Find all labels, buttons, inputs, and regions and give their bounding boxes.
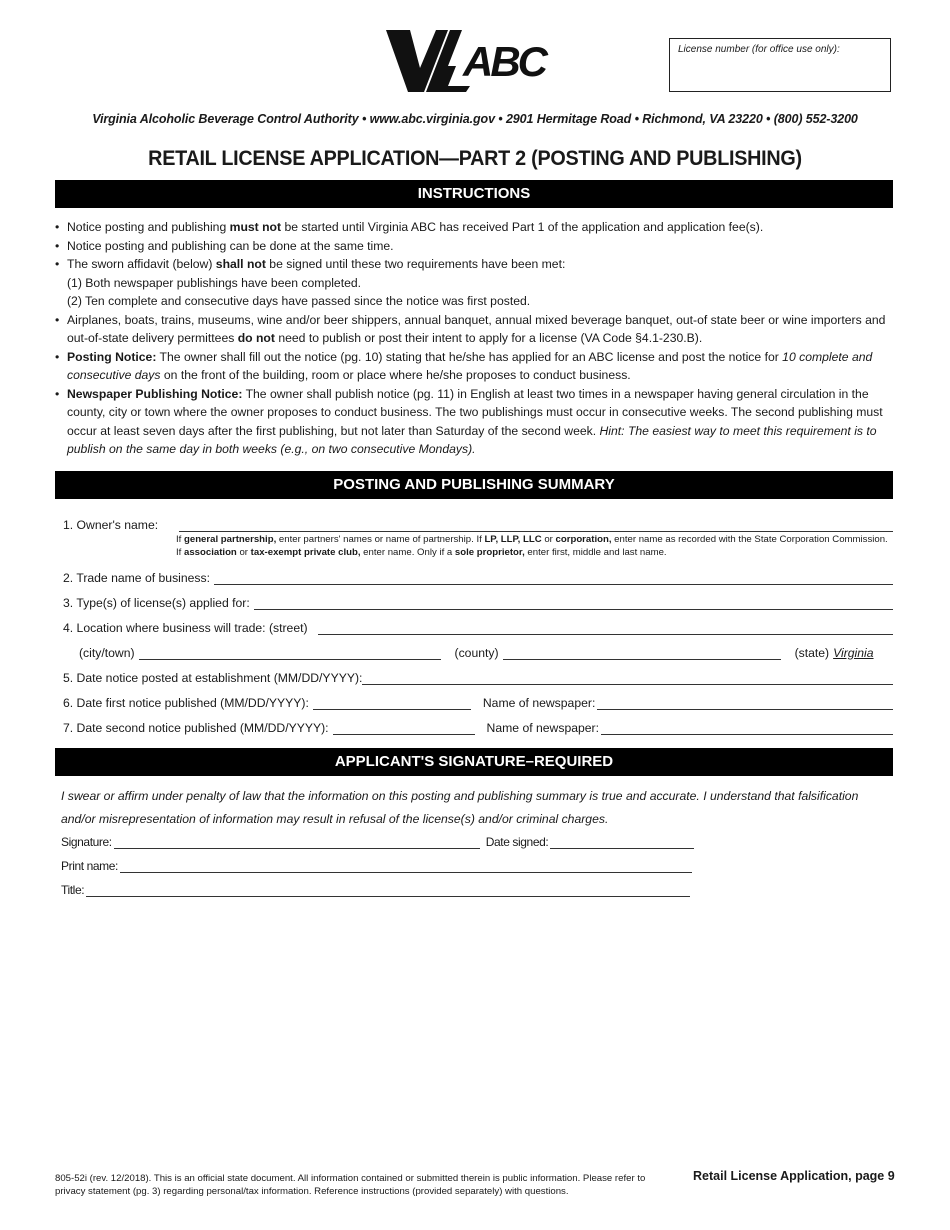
instructions-heading: INSTRUCTIONS xyxy=(55,180,893,208)
newspaper-1-label: Name of newspaper: xyxy=(482,696,596,710)
instruction-item: • Notice posting and publishing must not be started until Virginia ABC has received Part 1 of the application and application fee(s). xyxy=(55,218,900,237)
second-published-row xyxy=(63,717,893,735)
signature-heading: APPLICANT'S SIGNATURE–REQUIRED xyxy=(55,748,893,776)
va-abc-logo-graphic xyxy=(386,28,572,94)
svg-text:ABC: ABC xyxy=(463,38,545,85)
page-title: RETAIL LICENSE APPLICATION—PART 2 (POSTING AND PUBLISHING) xyxy=(148,146,802,170)
owner-name-row xyxy=(63,514,893,532)
state-value: Virginia xyxy=(833,646,874,660)
footer-notice: 805-52i (rev. 12/2018). This is an official state document. All information contained or submitted therein is public information. Please refer to privacy statement (pg. 3) regarding personal/tax information. Reference instructions (provided separately) with questions. xyxy=(55,1173,646,1197)
city-field[interactable] xyxy=(139,645,441,660)
trade-name-field[interactable] xyxy=(214,570,893,585)
date-posted-label: 5. Date notice posted at establishment (MM/DD/YYYY): xyxy=(63,671,363,685)
print-name-label: Print name: xyxy=(61,859,118,873)
owner-name-label: 1. Owner's name: xyxy=(63,518,159,532)
footer-page-label: Retail License Application, page 9 xyxy=(693,1169,895,1183)
print-name-field[interactable] xyxy=(120,860,692,873)
first-published-label: 6. Date first notice published (MM/DD/YYYY): xyxy=(63,696,309,710)
date-posted-field[interactable] xyxy=(362,670,893,685)
location-street-field[interactable] xyxy=(318,620,893,635)
instruction-item: • Airplanes, boats, trains, museums, wine and/or beer shippers, annual banquet, annual mixed beverage banquet, out-of state beer or wine importers and out-of-state delivery permittees do not need to publish or post their intent to apply for a license (VA Code §4.1-230.B). xyxy=(55,311,900,348)
license-types-row xyxy=(63,592,893,610)
license-types-field[interactable] xyxy=(254,595,893,610)
first-published-field[interactable] xyxy=(313,695,471,710)
license-number-box[interactable] xyxy=(669,38,891,92)
instruction-item: • The sworn affidavit (below) shall not be signed until these two requirements have been met: xyxy=(55,255,900,274)
trade-name-label: 2. Trade name of business: xyxy=(63,571,211,585)
trade-name-row xyxy=(63,567,893,585)
state-label: (state) xyxy=(794,646,830,660)
county-field[interactable] xyxy=(503,645,781,660)
signature-label: Signature: xyxy=(61,835,112,849)
instruction-item: • Notice posting and publishing can be done at the same time. xyxy=(55,237,900,256)
location-street-row xyxy=(63,617,893,635)
second-published-label: 7. Date second notice published (MM/DD/YYYY): xyxy=(63,721,329,735)
owner-name-note: If general partnership, enter partners' names or name of partnership. If LP, LLP, LLC or corporation, enter name as recorded with the State Corporation Commission. If association or tax-exempt private club, enter name. Only if a sole proprietor, enter first, middle and last name. xyxy=(176,534,888,558)
instruction-item: • Posting Notice: The owner shall fill out the notice (pg. 10) stating that he/she has applied for an ABC license and post the notice for 10 complete and consecutive days on the front of the building, room or place where he/she proposes to conduct business. xyxy=(55,348,900,385)
instruction-item: • Newspaper Publishing Notice: The owner shall publish notice (pg. 11) in English at least two times in a newspaper having general circulation in the county, city or town where the owner proposes to conduct business. The two publishings must occur in consecutive weeks. The second publishing must occur at least seven days after the first publishing, but not later than Saturday of the second week. Hint: The easiest way to meet this requirement is to publish on the same day in both weeks (e.g., on two consecutive Mondays). xyxy=(55,385,900,459)
location-city-row xyxy=(79,642,893,660)
summary-heading: POSTING AND PUBLISHING SUMMARY xyxy=(55,471,893,499)
instruction-subitem: (1) Both newspaper publishings have been completed. xyxy=(67,275,362,290)
va-abc-logo xyxy=(386,28,572,94)
first-published-row xyxy=(63,692,893,710)
title-label: Title: xyxy=(61,883,85,897)
date-posted-row xyxy=(63,667,893,685)
owner-name-field[interactable] xyxy=(179,517,893,532)
newspaper-2-label: Name of newspaper: xyxy=(486,721,600,735)
location-street-label: 4. Location where business will trade: (street) xyxy=(63,621,308,635)
newspaper-2-field[interactable] xyxy=(601,720,893,735)
license-types-label: 3. Type(s) of license(s) applied for: xyxy=(63,596,250,610)
oath-statement: I swear or affirm under penalty of law that the information on this posting and publishing summary is true and accurate. I understand that falsification and/or misrepresentation of information may result in refusal of the license(s) and/or criminal charges. xyxy=(61,789,859,826)
signature-row xyxy=(61,833,694,849)
newspaper-1-field[interactable] xyxy=(597,695,893,710)
agency-contact-line: Virginia Alcoholic Beverage Control Authority • www.abc.virginia.gov • 2901 Hermitage Road • Richmond, VA 23220 • (800) 552-3200 xyxy=(92,112,858,126)
date-signed-label: Date signed: xyxy=(485,835,549,849)
print-name-row xyxy=(61,857,692,873)
city-label: (city/town) xyxy=(79,646,135,660)
county-label: (county) xyxy=(454,646,499,660)
instructions-list xyxy=(55,218,900,459)
title-field[interactable] xyxy=(86,884,690,897)
instruction-subitem: (2) Ten complete and consecutive days have passed since the notice was first posted. xyxy=(67,294,531,308)
second-published-field[interactable] xyxy=(333,720,475,735)
date-signed-field[interactable] xyxy=(550,836,694,849)
signature-field[interactable] xyxy=(114,836,480,849)
license-number-label: License number (for office use only): xyxy=(678,44,840,55)
title-row xyxy=(61,881,690,897)
